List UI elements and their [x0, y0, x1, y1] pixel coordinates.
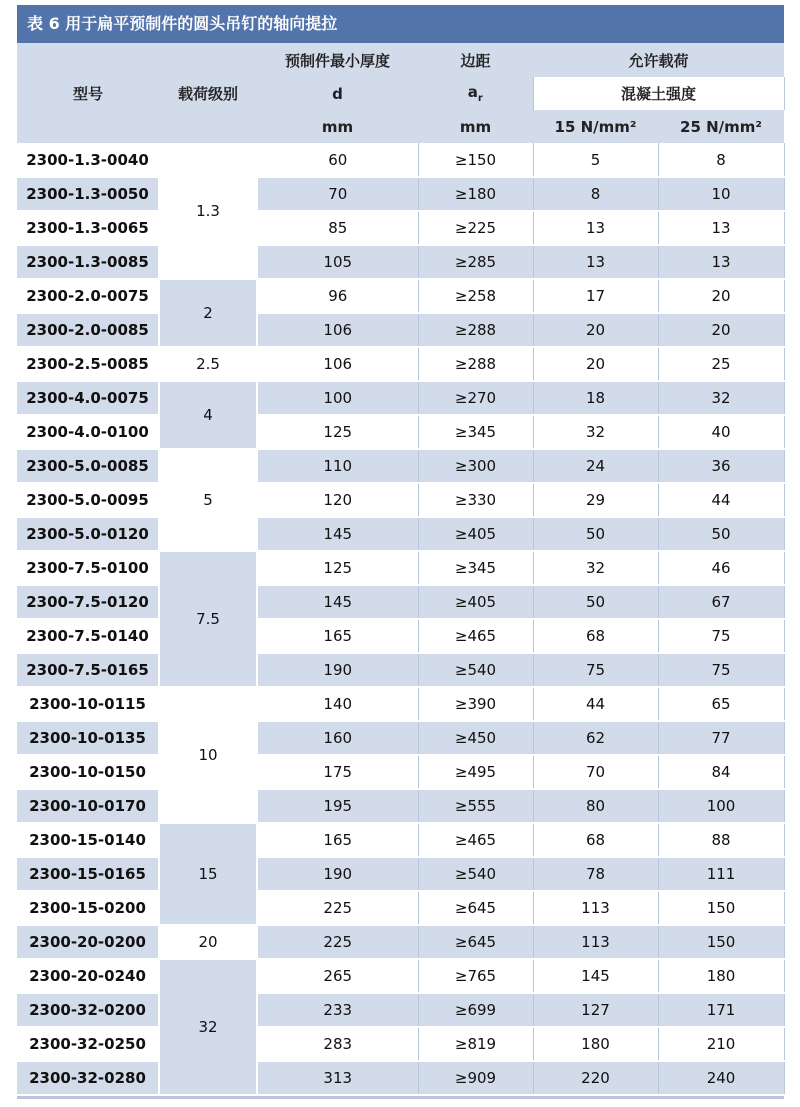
header-edge-symbol	[418, 77, 533, 110]
cell-edge-distance: ≥270	[418, 381, 533, 415]
cell-thickness: 225	[257, 925, 418, 959]
cell-load-15: 32	[533, 551, 658, 585]
cell-thickness: 85	[257, 211, 418, 245]
cell-load-25: 210	[658, 1027, 784, 1061]
table-row	[17, 653, 784, 687]
cell-thickness: 225	[257, 891, 418, 925]
cell-model: 2300-7.5-0140	[17, 619, 159, 653]
cell-edge-distance: ≥540	[418, 857, 533, 891]
table-row	[17, 245, 784, 279]
cell-edge-distance: ≥150	[418, 143, 533, 177]
cell-load-25: 65	[658, 687, 784, 721]
cell-model: 2300-1.3-0050	[17, 177, 159, 211]
cell-edge-distance: ≥495	[418, 755, 533, 789]
cell-edge-distance: ≥258	[418, 279, 533, 313]
cell-load-class: 32	[159, 959, 257, 1095]
cell-load-25: 150	[658, 925, 784, 959]
cell-load-15: 80	[533, 789, 658, 823]
table-bottom-rule	[17, 1096, 784, 1099]
cell-thickness: 125	[257, 415, 418, 449]
cell-load-15: 68	[533, 823, 658, 857]
cell-model: 2300-10-0135	[17, 721, 159, 755]
cell-edge-distance: ≥330	[418, 483, 533, 517]
cell-edge-distance: ≥345	[418, 551, 533, 585]
cell-load-15: 13	[533, 245, 658, 279]
table-row	[17, 585, 784, 619]
cell-model: 2300-15-0165	[17, 857, 159, 891]
cell-load-15: 18	[533, 381, 658, 415]
cell-load-class: 2.5	[159, 347, 257, 381]
cell-edge-distance: ≥288	[418, 313, 533, 347]
table-header	[17, 43, 784, 143]
cell-load-class: 5	[159, 449, 257, 551]
cell-model: 2300-20-0200	[17, 925, 159, 959]
cell-load-class: 15	[159, 823, 257, 925]
cell-edge-distance: ≥465	[418, 823, 533, 857]
cell-thickness: 106	[257, 313, 418, 347]
cell-edge-distance: ≥645	[418, 891, 533, 925]
cell-load-25: 13	[658, 211, 784, 245]
cell-thickness: 265	[257, 959, 418, 993]
header-min-thickness: 预制件最小厚度	[257, 43, 418, 77]
cell-edge-distance: ≥645	[418, 925, 533, 959]
cell-load-25: 240	[658, 1061, 784, 1095]
cell-load-25: 150	[658, 891, 784, 925]
cell-thickness: 165	[257, 823, 418, 857]
cell-edge-distance: ≥540	[418, 653, 533, 687]
table-row	[17, 993, 784, 1027]
header-load-class: 载荷级别	[159, 43, 257, 143]
cell-load-25: 100	[658, 789, 784, 823]
cell-load-15: 62	[533, 721, 658, 755]
cell-thickness: 125	[257, 551, 418, 585]
cell-load-class: 20	[159, 925, 257, 959]
cell-load-15: 70	[533, 755, 658, 789]
cell-load-15: 113	[533, 891, 658, 925]
header-model: 型号	[17, 43, 159, 143]
cell-edge-distance: ≥909	[418, 1061, 533, 1095]
cell-thickness: 190	[257, 857, 418, 891]
cell-model: 2300-2.0-0085	[17, 313, 159, 347]
cell-model: 2300-5.0-0095	[17, 483, 159, 517]
header-thickness-unit: mm	[257, 110, 418, 143]
table-row	[17, 415, 784, 449]
cell-thickness: 110	[257, 449, 418, 483]
cell-thickness: 313	[257, 1061, 418, 1095]
cell-load-15: 75	[533, 653, 658, 687]
cell-model: 2300-10-0115	[17, 687, 159, 721]
cell-load-15: 17	[533, 279, 658, 313]
cell-thickness: 70	[257, 177, 418, 211]
cell-model: 2300-32-0200	[17, 993, 159, 1027]
cell-load-15: 20	[533, 313, 658, 347]
table-row	[17, 721, 784, 755]
cell-model: 2300-2.0-0075	[17, 279, 159, 313]
cell-model: 2300-15-0200	[17, 891, 159, 925]
cell-edge-distance: ≥345	[418, 415, 533, 449]
cell-thickness: 233	[257, 993, 418, 1027]
table-row	[17, 925, 784, 959]
cell-load-15: 32	[533, 415, 658, 449]
cell-load-25: 10	[658, 177, 784, 211]
cell-model: 2300-7.5-0165	[17, 653, 159, 687]
cell-load-25: 84	[658, 755, 784, 789]
cell-load-25: 36	[658, 449, 784, 483]
cell-thickness: 283	[257, 1027, 418, 1061]
cell-load-class: 10	[159, 687, 257, 823]
cell-edge-distance: ≥288	[418, 347, 533, 381]
table-row	[17, 279, 784, 313]
table-row	[17, 347, 784, 381]
cell-model: 2300-7.5-0120	[17, 585, 159, 619]
table-row	[17, 857, 784, 891]
cell-edge-distance: ≥819	[418, 1027, 533, 1061]
cell-model: 2300-4.0-0075	[17, 381, 159, 415]
cell-model: 2300-1.3-0065	[17, 211, 159, 245]
cell-load-15: 24	[533, 449, 658, 483]
cell-load-class: 1.3	[159, 143, 257, 279]
cell-load-15: 50	[533, 517, 658, 551]
cell-load-15: 44	[533, 687, 658, 721]
cell-load-25: 50	[658, 517, 784, 551]
cell-load-25: 180	[658, 959, 784, 993]
table-title: 表 6 用于扁平预制件的圆头吊钉的轴向提拉	[17, 5, 784, 43]
table-row	[17, 1061, 784, 1095]
cell-load-25: 8	[658, 143, 784, 177]
cell-load-15: 78	[533, 857, 658, 891]
cell-edge-distance: ≥699	[418, 993, 533, 1027]
cell-edge-distance: ≥555	[418, 789, 533, 823]
table-row	[17, 211, 784, 245]
edge-symbol-sub: r	[477, 93, 483, 104]
cell-load-15: 180	[533, 1027, 658, 1061]
cell-load-class: 4	[159, 381, 257, 449]
cell-thickness: 160	[257, 721, 418, 755]
table-row	[17, 891, 784, 925]
table-row	[17, 551, 784, 585]
header-concrete-strength: 混凝土强度	[533, 77, 784, 110]
cell-edge-distance: ≥465	[418, 619, 533, 653]
cell-load-25: 77	[658, 721, 784, 755]
cell-model: 2300-20-0240	[17, 959, 159, 993]
cell-model: 2300-2.5-0085	[17, 347, 159, 381]
cell-load-25: 171	[658, 993, 784, 1027]
cell-edge-distance: ≥450	[418, 721, 533, 755]
cell-model: 2300-10-0170	[17, 789, 159, 823]
cell-load-15: 50	[533, 585, 658, 619]
header-allowed-load: 允许载荷	[533, 43, 784, 77]
cell-load-25: 111	[658, 857, 784, 891]
cell-load-15: 13	[533, 211, 658, 245]
cell-edge-distance: ≥285	[418, 245, 533, 279]
cell-thickness: 60	[257, 143, 418, 177]
cell-edge-distance: ≥225	[418, 211, 533, 245]
cell-load-15: 113	[533, 925, 658, 959]
table-body	[17, 143, 784, 1095]
table-row	[17, 789, 784, 823]
cell-edge-distance: ≥405	[418, 585, 533, 619]
cell-thickness: 145	[257, 517, 418, 551]
cell-load-25: 67	[658, 585, 784, 619]
table-row	[17, 823, 784, 857]
cell-load-15: 127	[533, 993, 658, 1027]
cell-model: 2300-4.0-0100	[17, 415, 159, 449]
cell-model: 2300-15-0140	[17, 823, 159, 857]
table-row	[17, 313, 784, 347]
cell-thickness: 100	[257, 381, 418, 415]
cell-model: 2300-32-0280	[17, 1061, 159, 1095]
table-row	[17, 483, 784, 517]
cell-edge-distance: ≥765	[418, 959, 533, 993]
cell-edge-distance: ≥390	[418, 687, 533, 721]
header-strength-15: 15 N/mm²	[533, 110, 658, 143]
cell-load-class: 7.5	[159, 551, 257, 687]
cell-load-25: 25	[658, 347, 784, 381]
load-table	[17, 43, 785, 1096]
cell-model: 2300-7.5-0100	[17, 551, 159, 585]
cell-edge-distance: ≥180	[418, 177, 533, 211]
cell-load-15: 20	[533, 347, 658, 381]
cell-thickness: 120	[257, 483, 418, 517]
table-row	[17, 143, 784, 177]
cell-load-25: 20	[658, 313, 784, 347]
cell-model: 2300-5.0-0085	[17, 449, 159, 483]
cell-model: 2300-1.3-0040	[17, 143, 159, 177]
cell-model: 2300-5.0-0120	[17, 517, 159, 551]
cell-load-15: 68	[533, 619, 658, 653]
table-row	[17, 449, 784, 483]
table-row	[17, 959, 784, 993]
cell-load-25: 32	[658, 381, 784, 415]
cell-thickness: 165	[257, 619, 418, 653]
cell-thickness: 106	[257, 347, 418, 381]
cell-thickness: 145	[257, 585, 418, 619]
cell-load-25: 46	[658, 551, 784, 585]
edge-symbol: a	[467, 83, 478, 101]
cell-load-15: 5	[533, 143, 658, 177]
cell-thickness: 140	[257, 687, 418, 721]
cell-edge-distance: ≥300	[418, 449, 533, 483]
table-row	[17, 755, 784, 789]
table-row	[17, 619, 784, 653]
cell-thickness: 105	[257, 245, 418, 279]
cell-model: 2300-10-0150	[17, 755, 159, 789]
cell-edge-distance: ≥405	[418, 517, 533, 551]
cell-load-25: 75	[658, 653, 784, 687]
cell-load-25: 20	[658, 279, 784, 313]
table-row	[17, 381, 784, 415]
table-row	[17, 687, 784, 721]
cell-thickness: 175	[257, 755, 418, 789]
cell-model: 2300-1.3-0085	[17, 245, 159, 279]
header-edge-distance: 边距	[418, 43, 533, 77]
header-thickness-symbol: d	[257, 77, 418, 110]
cell-load-25: 44	[658, 483, 784, 517]
header-edge-unit: mm	[418, 110, 533, 143]
cell-thickness: 96	[257, 279, 418, 313]
cell-load-15: 220	[533, 1061, 658, 1095]
table-row	[17, 1027, 784, 1061]
cell-load-25: 13	[658, 245, 784, 279]
cell-load-15: 8	[533, 177, 658, 211]
cell-load-25: 40	[658, 415, 784, 449]
header-strength-25: 25 N/mm²	[658, 110, 784, 143]
cell-load-25: 75	[658, 619, 784, 653]
cell-load-15: 145	[533, 959, 658, 993]
cell-load-class: 2	[159, 279, 257, 347]
cell-model: 2300-32-0250	[17, 1027, 159, 1061]
table-row	[17, 177, 784, 211]
cell-thickness: 190	[257, 653, 418, 687]
cell-load-15: 29	[533, 483, 658, 517]
cell-load-25: 88	[658, 823, 784, 857]
cell-thickness: 195	[257, 789, 418, 823]
table-row	[17, 517, 784, 551]
